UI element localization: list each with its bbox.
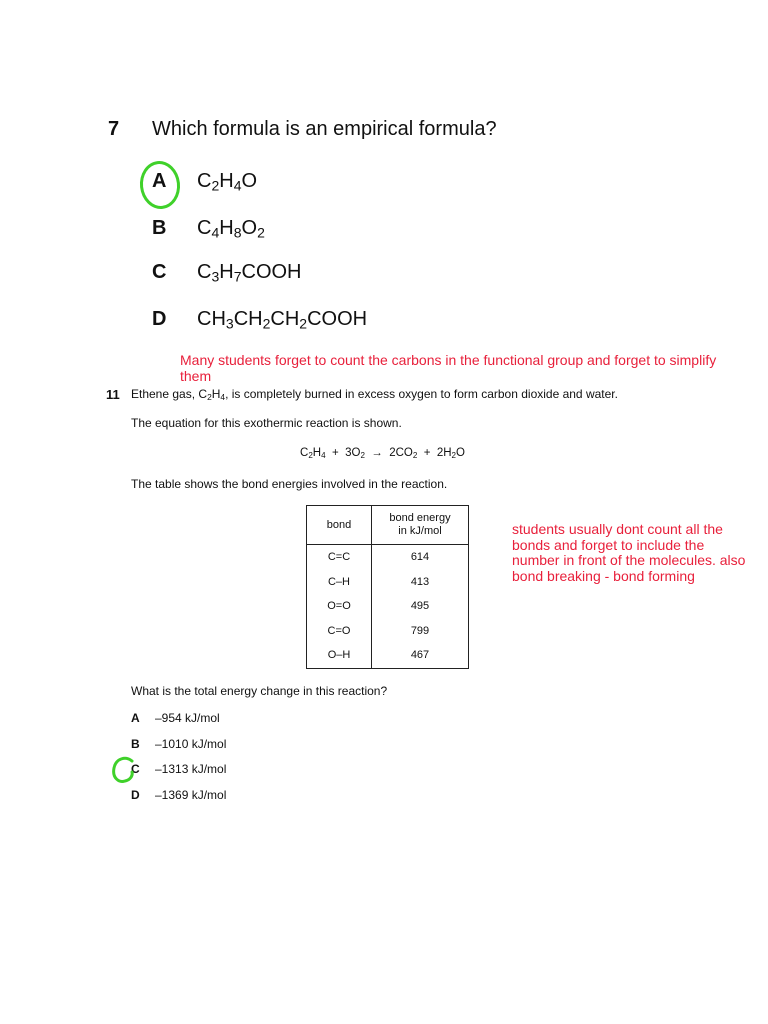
q11-answer-b-value: –1010 kJ/mol <box>155 737 227 751</box>
q7-option-d-formula: $CH_3CH_2CH_2COOH$ <box>197 308 368 332</box>
question-11-number: 11 <box>106 387 120 402</box>
q11-answer-c-letter: C <box>131 762 140 776</box>
q11-question: What is the total energy change in this reaction? <box>131 684 388 698</box>
bond-cell: C=C <box>307 545 372 570</box>
table-row <box>307 570 469 595</box>
bond-cell: C–H <box>307 570 372 595</box>
table-row <box>307 545 469 570</box>
q11-answer-a-letter: A <box>131 711 140 725</box>
q7-option-c-letter: C <box>152 261 167 283</box>
table-header-bond-energy <box>372 506 469 545</box>
question-7-stem: Which formula is an empirical formula? <box>152 118 497 140</box>
q7-option-c-formula: $C_3H_7COOH$ <box>197 261 302 285</box>
chemical-equation: $C_2H_4 + 3O_2 \to 2CO_2 + 2H_2O$ <box>300 447 465 460</box>
q7-option-b-formula: $C_4H_8O_2$ <box>197 217 265 241</box>
q11-answer-d-letter: D <box>131 788 140 802</box>
energy-cell: 614 <box>372 545 469 570</box>
table-row <box>307 619 469 644</box>
table-row <box>307 643 469 668</box>
bond-energy-table <box>306 505 469 669</box>
q7-option-a-formula: $C_2H_4O$ <box>197 170 258 194</box>
bond-cell: C=O <box>307 619 372 644</box>
table-row <box>307 594 469 619</box>
bond-cell: O=O <box>307 594 372 619</box>
energy-cell: 467 <box>372 643 469 668</box>
energy-cell: 495 <box>372 594 469 619</box>
q11-equation-intro: The equation for this exothermic reaction is shown. <box>131 416 402 430</box>
energy-cell: 413 <box>372 570 469 595</box>
question-7-number: 7 <box>108 118 120 140</box>
answer-circle-annotation <box>138 159 183 211</box>
q7-option-b-letter: B <box>152 217 167 239</box>
header-line-1: bond energy <box>389 512 451 524</box>
q11-answer-a-value: –954 kJ/mol <box>155 711 220 725</box>
q11-teacher-note: students usually dont count all the bonds and forget to include the number in front of the molecules. also bond breaking - bond forming <box>512 521 746 584</box>
q11-table-intro: The table shows the bond energies involved in the reaction. <box>131 477 448 491</box>
q11-answer-c-value: –1313 kJ/mol <box>155 762 227 776</box>
q7-option-d-letter: D <box>152 308 167 330</box>
q11-intro: Ethene gas, $C_2H_4$, is completely burned in excess oxygen to form carbon dioxide and water. <box>131 387 618 403</box>
q11-answer-d-value: –1369 kJ/mol <box>155 788 227 802</box>
q7-option-a-letter: A <box>152 170 167 192</box>
header-line-2: in kJ/mol <box>398 525 442 537</box>
q7-teacher-note: Many students forget to count the carbons in the functional group and forget to simplify them <box>180 352 717 384</box>
energy-cell: 799 <box>372 619 469 644</box>
q11-answer-b-letter: B <box>131 737 140 751</box>
table-header-bond: bond <box>307 506 372 545</box>
bond-cell: O–H <box>307 643 372 668</box>
answer-circle-annotation <box>111 756 137 784</box>
